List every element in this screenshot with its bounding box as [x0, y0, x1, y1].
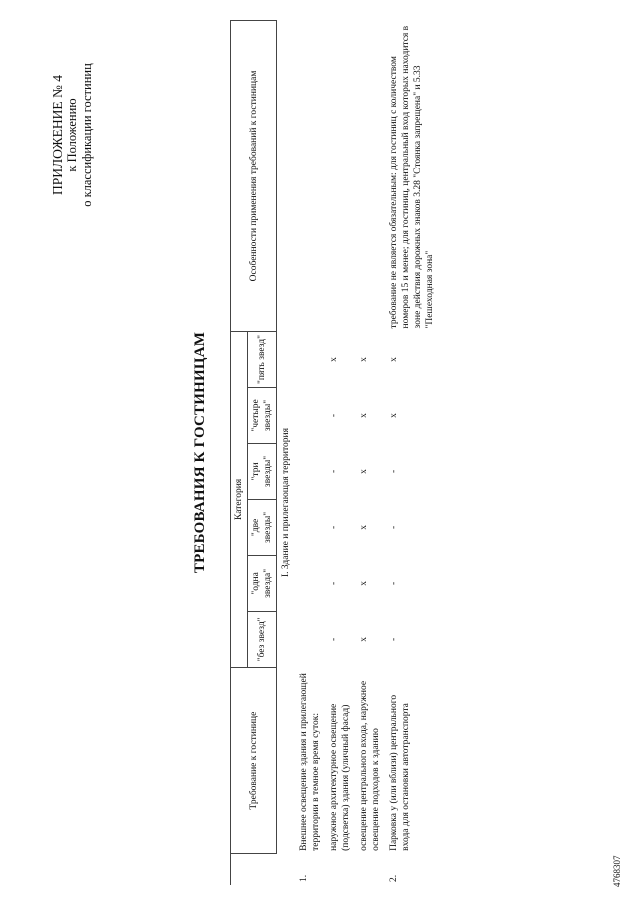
document-id: 4768307 [612, 855, 622, 887]
row-mark: - [329, 525, 339, 530]
row-mark: - [329, 637, 339, 641]
row-mark [295, 331, 325, 387]
row-number: 1. [299, 874, 309, 882]
header-category-4: "четыре звезды" [248, 388, 277, 444]
row-mark: - [389, 469, 399, 474]
header-number-spacer [231, 854, 277, 885]
row-mark: - [389, 637, 399, 641]
row-mark: - [329, 581, 339, 585]
row-requirement: освещение центрального входа, наружное освещение подходов к зданию [359, 680, 381, 851]
row-mark: x [329, 357, 339, 362]
section-heading-row [277, 21, 296, 886]
table-row [325, 21, 355, 886]
header-category-5: "пять звезд" [248, 331, 277, 387]
row-mark [295, 443, 325, 499]
row-mark: - [329, 469, 339, 474]
table-row [295, 21, 325, 886]
row-mark: - [329, 413, 339, 418]
header-category-0: "без звезд" [248, 611, 277, 667]
row-mark: x [389, 413, 399, 418]
header-category: Категория [231, 331, 248, 667]
row-mark [295, 499, 325, 555]
row-requirement: Внешнее освещение здания и прилегающей территории в темное время суток: [299, 673, 321, 851]
header-requirement: Требование к гостинице [231, 667, 277, 854]
row-number [355, 854, 385, 885]
row-mark: x [359, 636, 369, 642]
row-requirement: Парковка у (или вблизи) центрального входа для остановки автотранспорта [389, 694, 411, 851]
row-mark: x [359, 469, 369, 474]
header-category-1: "одна звезда" [248, 555, 277, 611]
row-note [295, 21, 325, 332]
row-mark: x [359, 413, 369, 418]
row-mark [295, 388, 325, 444]
appendix-reference: к Положению [65, 98, 79, 172]
row-note: требование не является обязательным: для гостиниц с количеством номеров 15 и менее; для гостиниц, центральный вход которых находится в зоне действия дорожных знаков 3.28 "Стоянка запрещена" и 5.33 "Пешеходная зона" [389, 25, 435, 329]
row-number: 2. [389, 874, 399, 882]
appendix-regulation: о классификации гостиниц [80, 63, 94, 207]
header-category-3: "три звезды" [248, 443, 277, 499]
requirements-table [230, 20, 465, 885]
row-mark: x [359, 357, 369, 362]
document-title: ТРЕБОВАНИЯ К ГОСТИНИЦАМ [192, 331, 208, 574]
header-notes: Особенности применения требований к гостиницам [231, 21, 277, 332]
row-mark [295, 555, 325, 611]
row-note [325, 21, 355, 332]
table-header-row [231, 21, 248, 886]
row-note [355, 21, 385, 332]
row-mark: x [359, 581, 369, 586]
row-mark: - [389, 525, 399, 530]
appendix-number: ПРИЛОЖЕНИЕ № 4 [50, 74, 65, 196]
row-number [325, 854, 355, 885]
header-category-2: "две звезды" [248, 499, 277, 555]
table-row [385, 21, 439, 886]
table-row [355, 21, 385, 886]
row-requirement: наружное архитектурное освещение (подсветка) здания (уличный фасад) [329, 703, 351, 851]
row-mark: x [359, 525, 369, 530]
table-bottom-rule [439, 21, 465, 886]
row-mark [295, 611, 325, 667]
row-mark: x [389, 357, 399, 362]
row-mark: - [389, 581, 399, 585]
section-heading: I. Здание и прилегающая территория [281, 428, 291, 577]
appendix-heading [50, 25, 95, 245]
